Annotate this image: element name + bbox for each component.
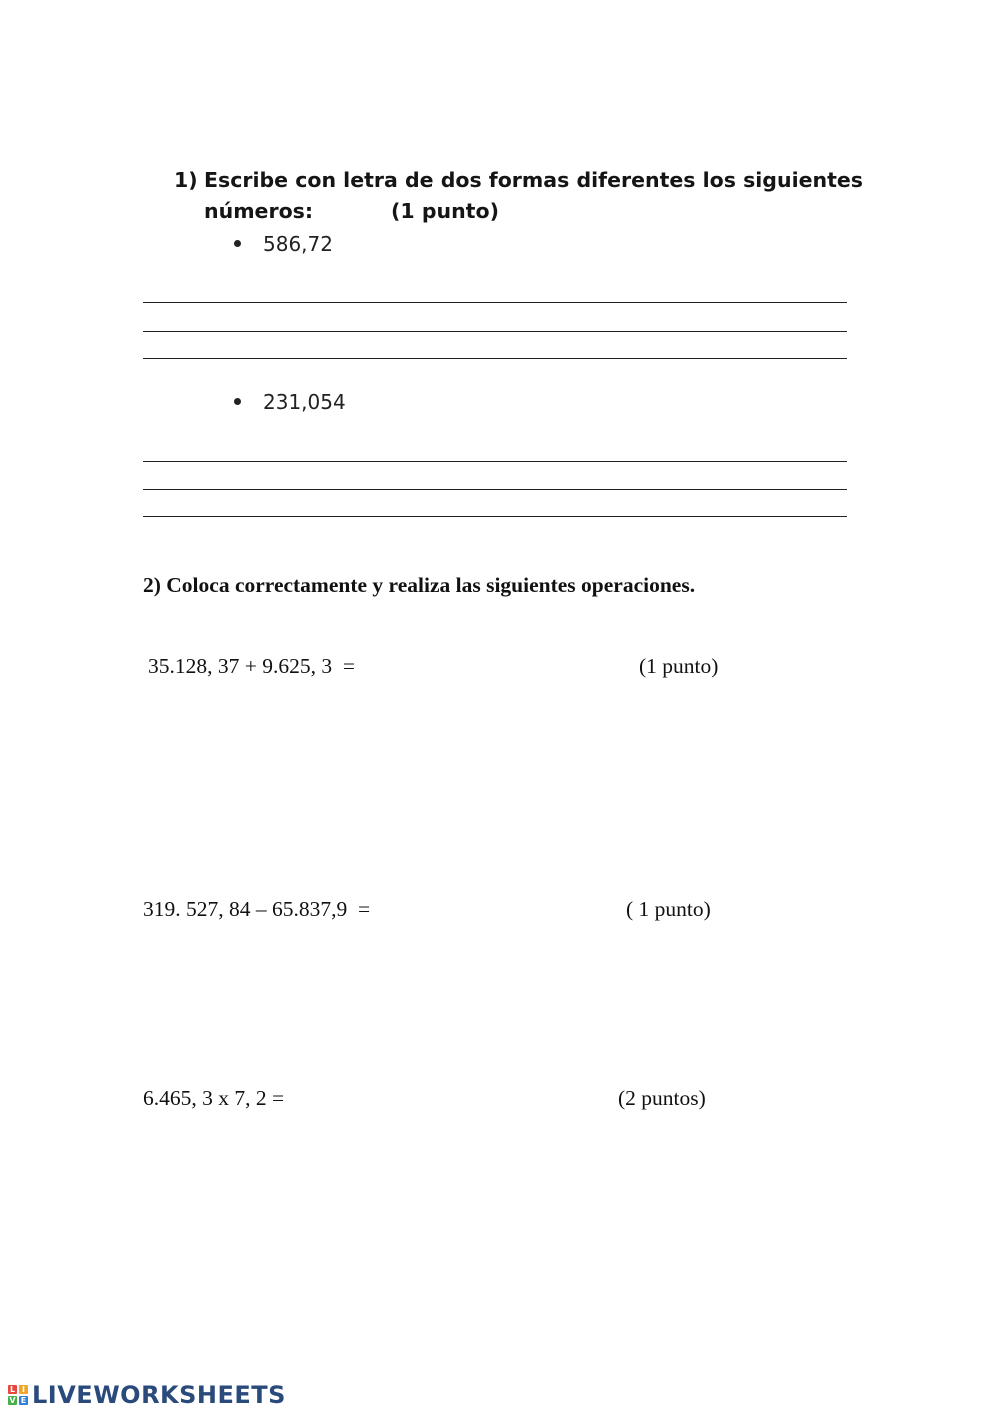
question-2-title: 2) Coloca correctamente y realiza las siguientes operaciones.: [143, 573, 696, 597]
logo-mark-icon: [8, 1385, 28, 1405]
answer-line[interactable]: [143, 331, 847, 332]
operation-points: (1 punto): [639, 654, 719, 678]
operation-points: ( 1 punto): [626, 897, 711, 921]
operation-expression: 319. 527, 84 – 65.837,9 =: [143, 897, 371, 921]
answer-line[interactable]: [143, 461, 847, 462]
question-1-word: números:: [204, 199, 314, 223]
answer-line[interactable]: [143, 302, 847, 303]
number-value: 231,054: [263, 390, 346, 414]
operation-points: (2 puntos): [618, 1086, 706, 1110]
logo-text: LIVEWORKSHEETS: [32, 1381, 286, 1409]
operation-expression: 35.128, 37 + 9.625, 3 =: [148, 654, 356, 678]
question-1-instruction: Escribe con letra de dos formas diferentes los siguientes: [204, 168, 863, 192]
number-value: 586,72: [263, 232, 333, 256]
logo-letter: L: [9, 1385, 16, 1394]
liveworksheets-logo[interactable]: [8, 1381, 286, 1409]
number-item-1: [234, 232, 333, 256]
number-item-2: [234, 390, 346, 414]
question-1-instruction-cont: [204, 199, 499, 223]
answer-line[interactable]: [143, 358, 847, 359]
question-1-number: 1): [174, 168, 198, 192]
logo-letter: V: [9, 1396, 16, 1405]
answer-line[interactable]: [143, 516, 847, 517]
operation-expression: 6.465, 3 x 7, 2 =: [143, 1086, 285, 1110]
question-1-points: (1 punto): [391, 199, 499, 223]
answer-line[interactable]: [143, 489, 847, 490]
logo-letter: I: [19, 1385, 28, 1394]
bullet-icon: [234, 398, 241, 405]
logo-letter: E: [20, 1396, 27, 1405]
bullet-icon: [234, 240, 241, 247]
